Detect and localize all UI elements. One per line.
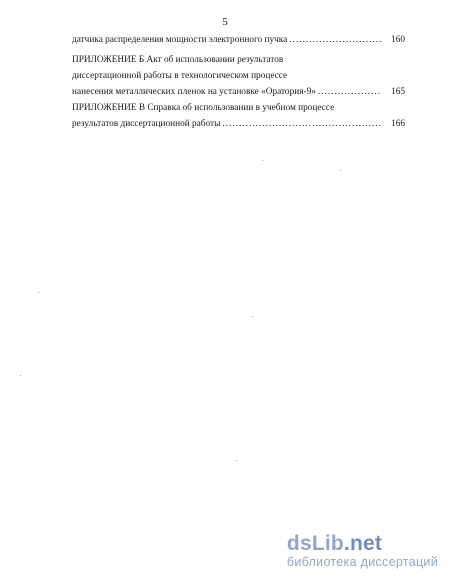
watermark-brand-suffix: .net [343, 532, 383, 555]
toc-page-number: 165 [391, 87, 405, 97]
scan-speck [262, 160, 263, 161]
dslib-watermark-logo [287, 533, 438, 569]
toc-leader-dots [289, 34, 381, 46]
toc-entry-appendix-b [72, 86, 405, 98]
toc-leader-dots [318, 86, 381, 98]
toc-entry-sensor [72, 34, 405, 46]
toc-page-number: 166 [391, 119, 405, 129]
watermark-brand [287, 533, 438, 555]
toc-entry-text: результатов диссертационной работы [72, 119, 221, 129]
watermark-brand-main: dsLib [286, 532, 344, 555]
page-number: 5 [222, 16, 228, 28]
toc-leader-dots [222, 118, 381, 130]
watermark-tagline: библиотека диссертаций [286, 555, 438, 569]
scan-speck [236, 460, 237, 461]
scan-speck [252, 316, 253, 317]
scan-speck [20, 375, 21, 376]
toc-entry-text: датчика распределения мощности электронного пучка [72, 35, 288, 45]
toc-appendix-b-heading: ПРИЛОЖЕНИЕ Б Акт об использовании результатов [72, 55, 284, 65]
scan-speck [340, 170, 341, 171]
toc-appendix-v-heading: ПРИЛОЖЕНИЕ В Справка об использовании в учебном процессе [72, 103, 335, 113]
toc-entry-text: нанесения металлических пленок на установке «Оратория-9» [72, 87, 316, 97]
toc-appendix-b-line2: диссертационной работы в технологическом процессе [72, 71, 288, 81]
toc-entry-appendix-v [72, 118, 405, 130]
toc-page-number: 160 [391, 35, 405, 45]
scan-speck [38, 292, 39, 293]
